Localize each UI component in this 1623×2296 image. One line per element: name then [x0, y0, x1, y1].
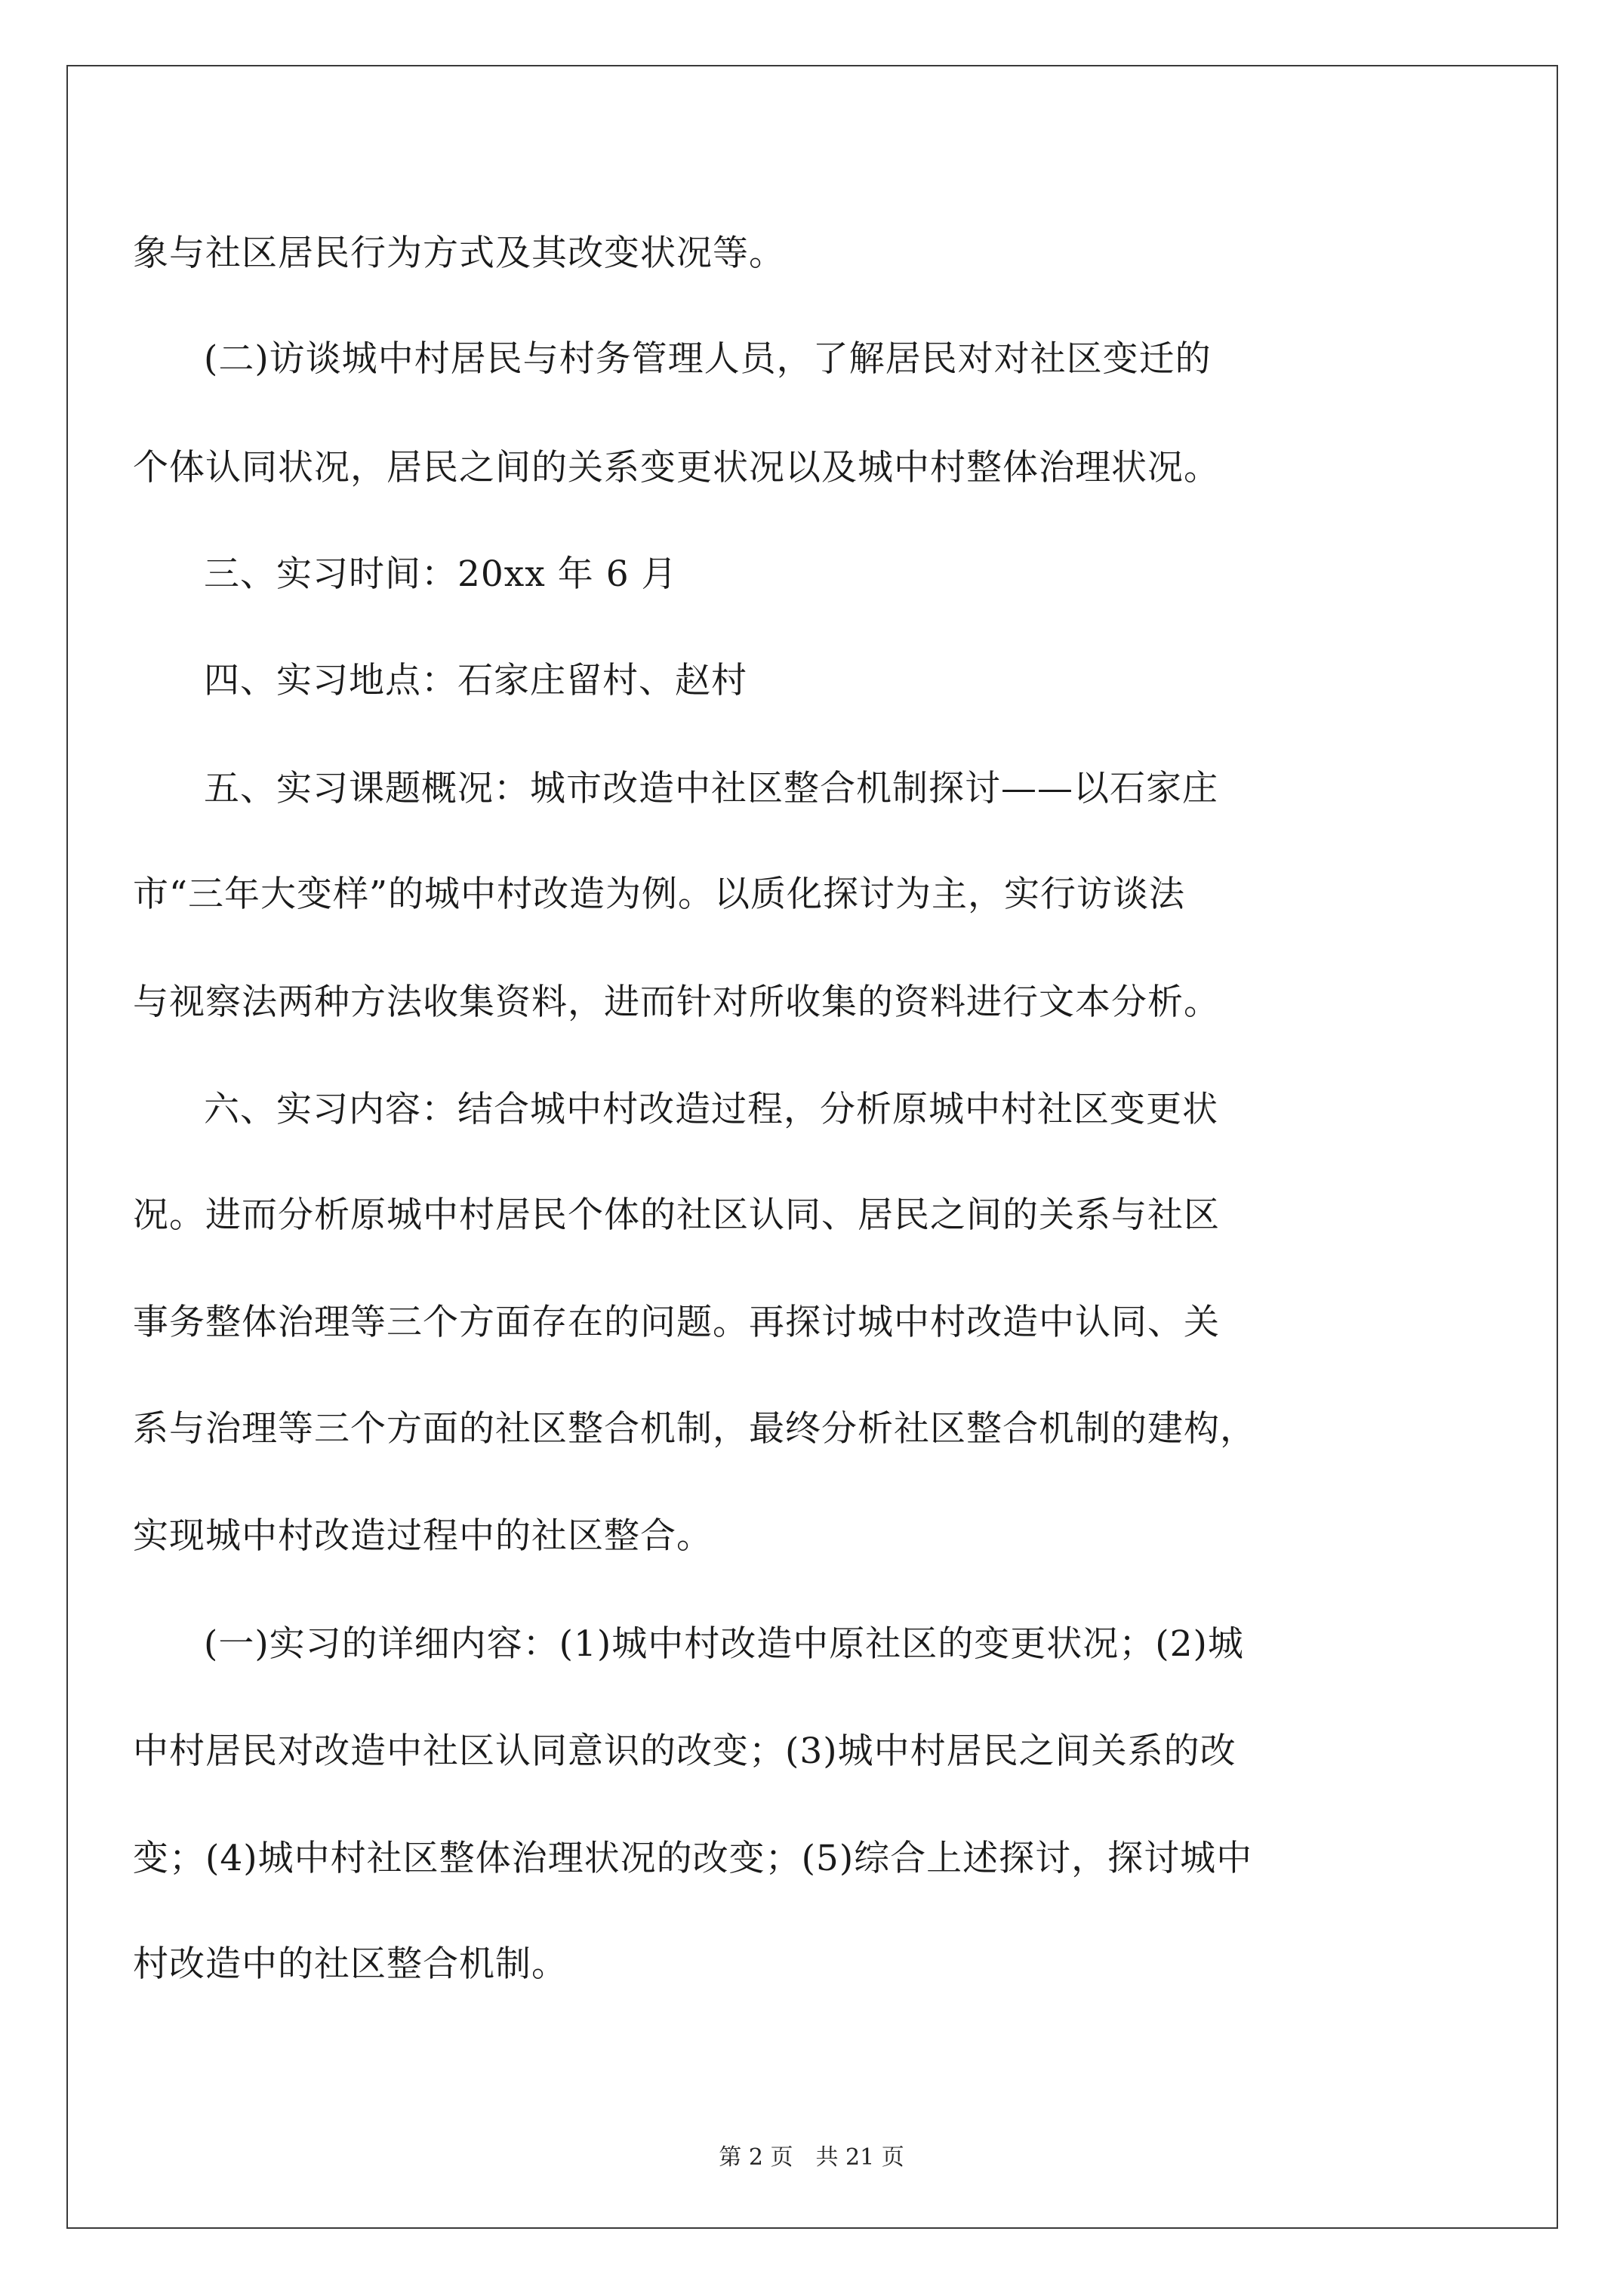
paragraph-line: 五、实习课题概况：城市改造中社区整合机制探讨——以石家庄	[204, 768, 1218, 809]
paragraph-line: (一)实习的详细内容：(1)城中村改造中原社区的变更状况；(2)城	[204, 1623, 1244, 1665]
paragraph-line: 系与治理等三个方面的社区整合机制，最终分析社区整合机制的建构，	[133, 1408, 1256, 1450]
paragraph-line: 六、实习内容：结合城中村改造过程，分析原城中村社区变更状	[204, 1089, 1218, 1130]
paragraph-line: 村改造中的社区整合机制。	[133, 1943, 568, 1985]
paragraph-line: 象与社区居民行为方式及其改变状况等。	[133, 233, 785, 274]
paragraph-line: 四、实习地点：石家庄留村、赵村	[204, 660, 747, 701]
paragraph-line: 事务整体治理等三个方面存在的问题。再探讨城中村改造中认同、关	[133, 1302, 1220, 1343]
paragraph-line: 况。进而分析原城中村居民个体的社区认同、居民之间的关系与社区	[133, 1194, 1220, 1236]
paragraph-line: 三、实习时间：20xx 年 6 月	[204, 553, 678, 595]
paragraph-line: 中村居民对改造中社区认同意识的改变；(3)城中村居民之间关系的改	[133, 1730, 1236, 1772]
paragraph-line: (二)访谈城中村居民与村务管理人员，了解居民对对社区变迁的	[204, 338, 1212, 380]
paragraph-line: 个体认同状况，居民之间的关系变更状况以及城中村整体治理状况。	[133, 447, 1220, 488]
page-number-footer: 第 2 页 共 21 页	[719, 2144, 904, 2171]
paragraph-line: 变；(4)城中村社区整体治理状况的改变；(5)综合上述探讨，探讨城中	[133, 1838, 1253, 1879]
paragraph-line: 市“三年大变样”的城中村改造为例。以质化探讨为主，实行访谈法	[133, 874, 1186, 915]
paragraph-line: 与视察法两种方法收集资料，进而针对所收集的资料进行文本分析。	[133, 982, 1220, 1023]
paragraph-line: 实现城中村改造过程中的社区整合。	[133, 1515, 713, 1557]
